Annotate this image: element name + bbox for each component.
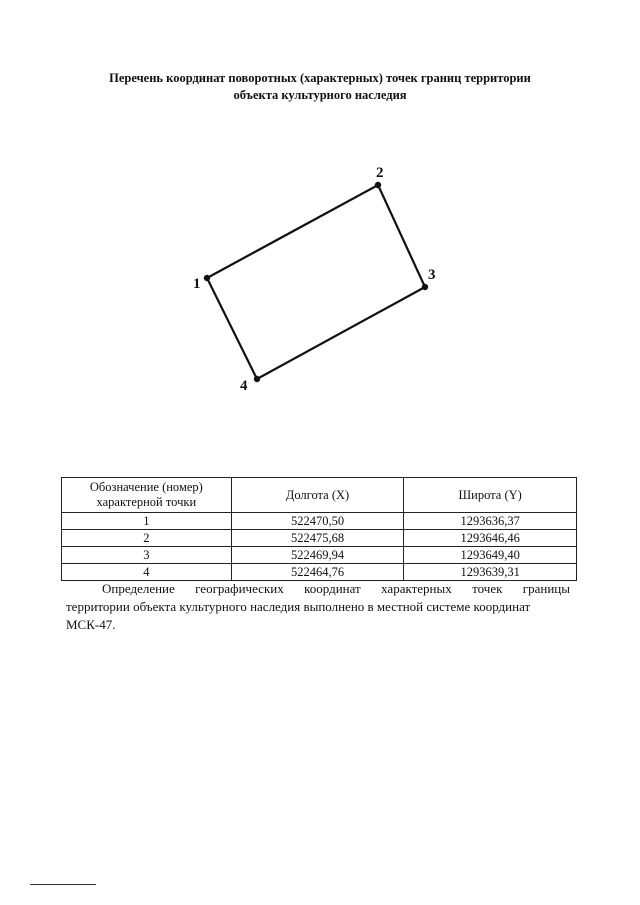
boundary-polygon — [207, 185, 425, 379]
header-latitude: Широта (Y) — [404, 478, 577, 513]
vertex-2-marker — [375, 182, 381, 188]
header-longitude: Долгота (X) — [231, 478, 404, 513]
cell-point-number: 4 — [62, 564, 232, 581]
footnote-separator — [30, 884, 96, 885]
cell-latitude: 1293646,46 — [404, 530, 577, 547]
table-row — [62, 513, 577, 530]
table-row — [62, 530, 577, 547]
table-header-row — [62, 478, 577, 513]
note-word: Определение — [102, 581, 175, 596]
header-point-number-line-2: характерной точки — [96, 495, 197, 509]
header-point-number — [62, 478, 232, 513]
cell-longitude: 522464,76 — [231, 564, 404, 581]
title-line-2: объекта культурного наследия — [233, 88, 407, 102]
note-word: характерных — [381, 581, 452, 596]
vertex-3-marker — [422, 284, 428, 290]
cell-point-number: 1 — [62, 513, 232, 530]
vertex-4-marker — [254, 376, 260, 382]
note-word: границы — [522, 581, 570, 596]
cell-latitude: 1293636,37 — [404, 513, 577, 530]
vertex-3-label: 3 — [428, 267, 436, 283]
title-line-1: Перечень координат поворотных (характерных) точек границ территории — [109, 71, 531, 85]
vertex-4-label: 4 — [240, 378, 248, 394]
note-word: координат — [304, 581, 361, 596]
vertex-1-marker — [204, 275, 210, 281]
vertex-2-label: 2 — [376, 165, 384, 181]
header-point-number-line-1: Обозначение (номер) — [89, 480, 203, 494]
note-word: точек — [472, 581, 503, 596]
note-line-2: территории объекта культурного наследия выполнено в местной системе координат — [66, 599, 531, 614]
coordinates-table — [61, 477, 577, 581]
note-line-3: МСК-47. — [66, 617, 116, 632]
cell-latitude: 1293649,40 — [404, 547, 577, 564]
cell-longitude: 522469,94 — [231, 547, 404, 564]
cell-point-number: 3 — [62, 547, 232, 564]
cell-point-number: 2 — [62, 530, 232, 547]
cell-longitude: 522470,50 — [231, 513, 404, 530]
cell-latitude: 1293639,31 — [404, 564, 577, 581]
vertex-1-label: 1 — [193, 276, 201, 292]
coordinate-system-note — [66, 580, 570, 634]
table-row — [62, 547, 577, 564]
cell-longitude: 522475,68 — [231, 530, 404, 547]
note-word: географических — [195, 581, 284, 596]
note-line-1 — [66, 580, 570, 598]
table-row — [62, 564, 577, 581]
